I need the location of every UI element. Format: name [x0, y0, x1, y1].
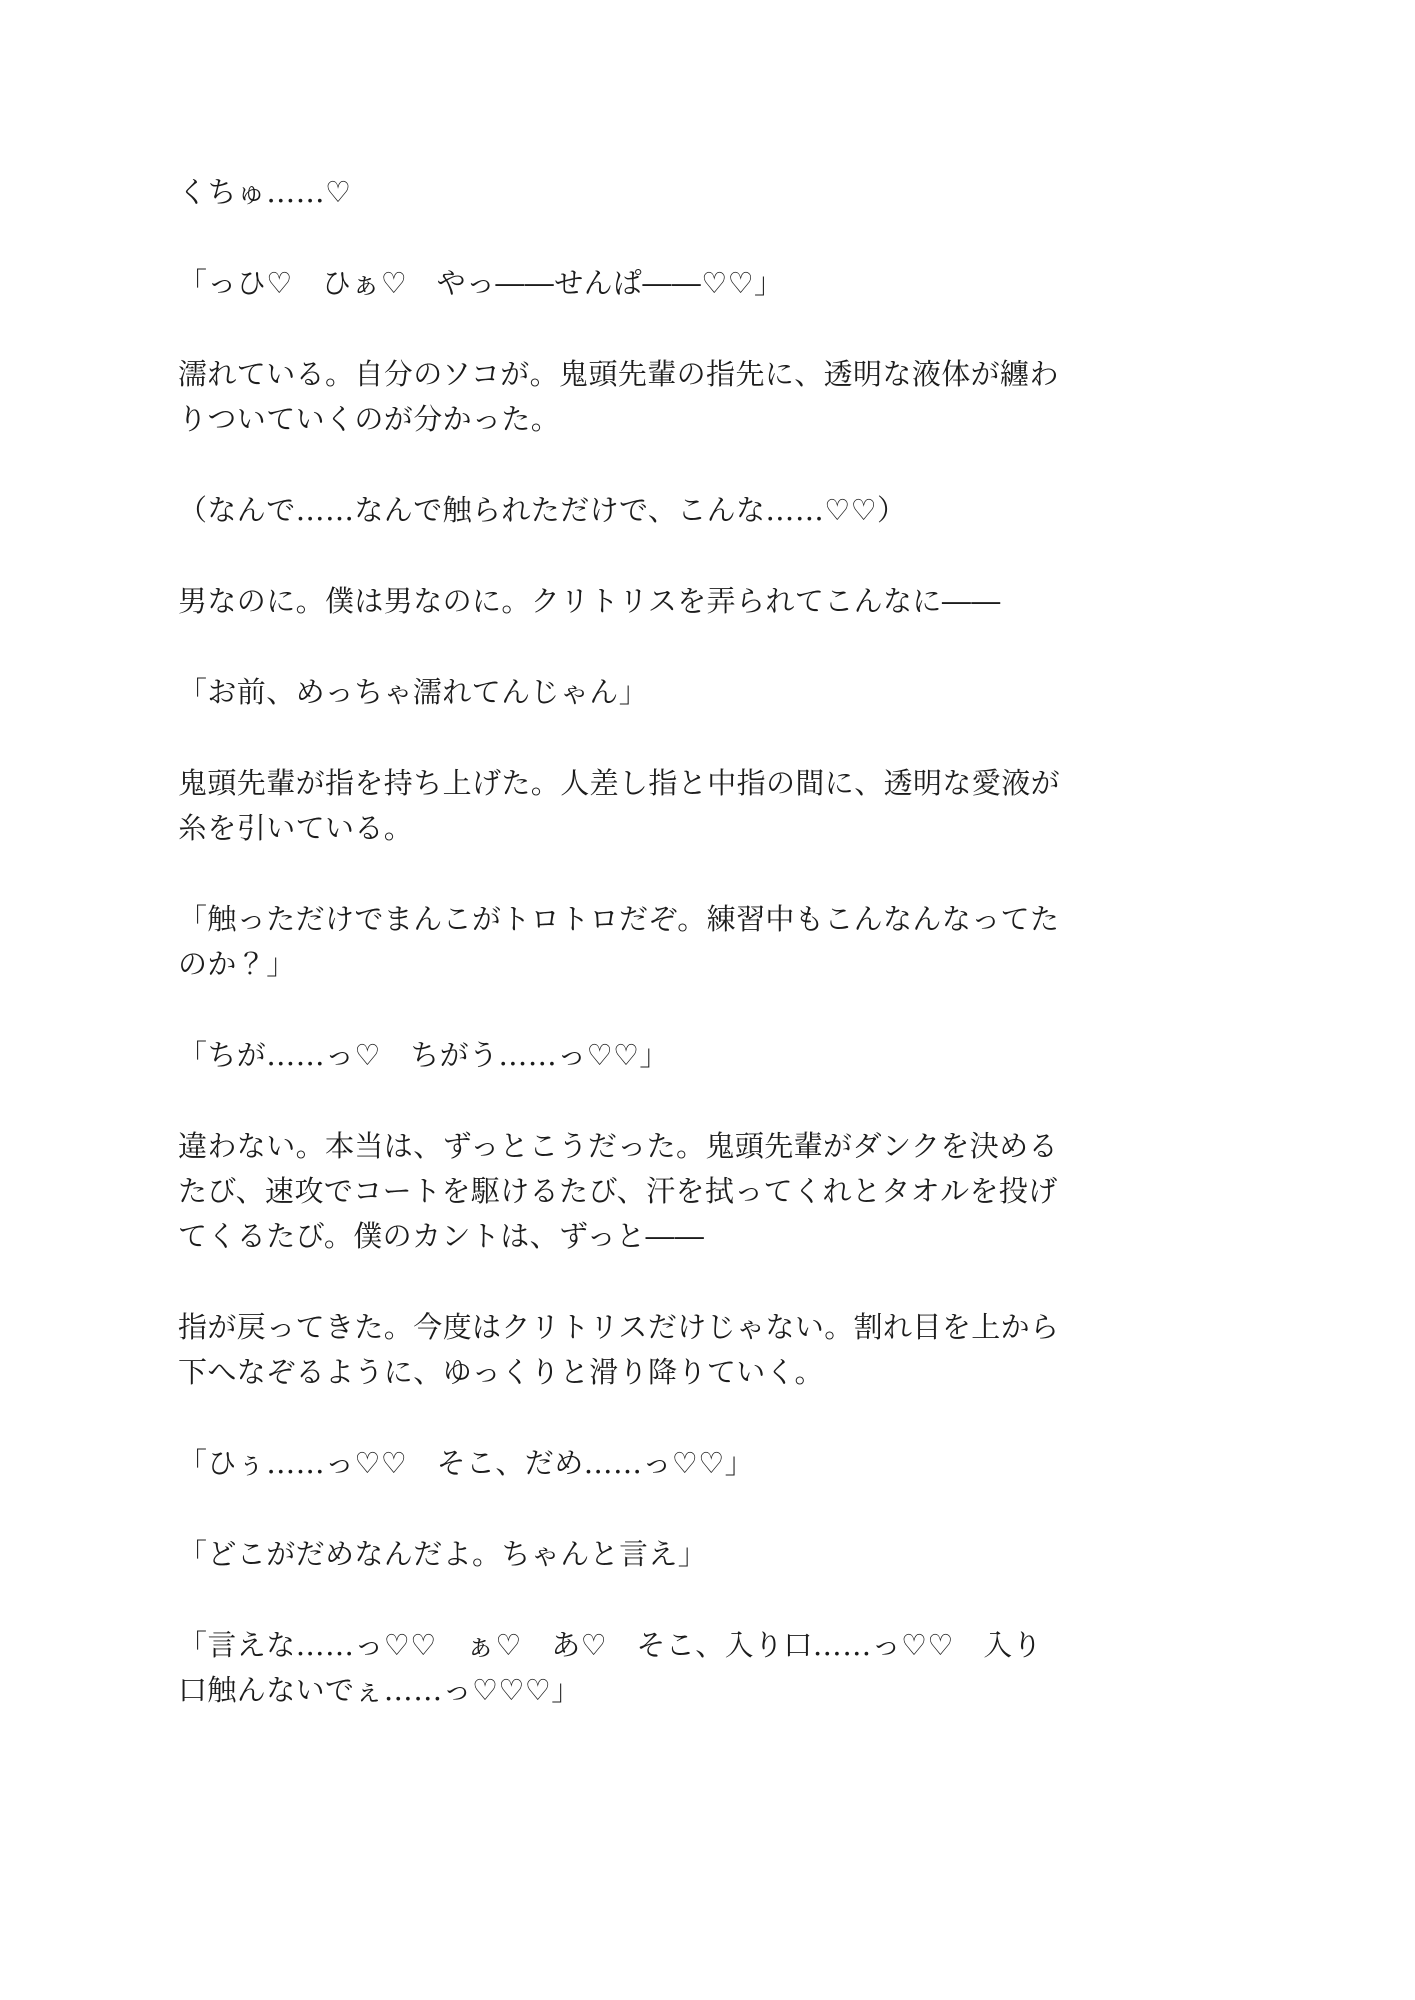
- story-paragraph: [178, 1033, 1135, 1078]
- story-text: [178, 170, 1135, 1713]
- text-line: 男なのに。僕は男なのに。クリトリスを弄られてこんなに――: [178, 584, 1001, 618]
- story-paragraph: [178, 170, 1135, 215]
- story-paragraph: [178, 897, 1135, 987]
- story-paragraph: [178, 579, 1135, 624]
- text-line: くちゅ……♡: [178, 175, 352, 209]
- story-paragraph: [178, 488, 1135, 533]
- text-line: 口触んないでぇ……っ♡♡♡」: [178, 1673, 581, 1707]
- text-line: てくるたび。僕のカントは、ずっと――: [178, 1219, 705, 1253]
- text-line: 濡れている。自分のソコが。鬼頭先輩の指先に、透明な液体が纏わ: [178, 357, 1059, 391]
- text-line: 指が戻ってきた。今度はクリトリスだけじゃない。割れ目を上から: [178, 1310, 1060, 1344]
- story-paragraph: [178, 1441, 1135, 1486]
- story-paragraph: [178, 670, 1135, 715]
- story-paragraph: [178, 761, 1135, 851]
- text-line: 「ひぅ……っ♡♡ そこ、だめ……っ♡♡」: [178, 1446, 754, 1480]
- text-line: 「っひ♡ ひぁ♡ やっ――せんぱ――♡♡」: [178, 266, 784, 300]
- story-paragraph: [178, 261, 1135, 306]
- text-line: 「ちが……っ♡ ちがう……っ♡♡」: [178, 1038, 669, 1072]
- text-line: 「お前、めっちゃ濡れてんじゃん」: [178, 675, 649, 709]
- text-line: 糸を引いている。: [178, 811, 414, 845]
- text-line: 「どこがだめなんだよ。ちゃんと言え」: [178, 1537, 708, 1571]
- text-line: たび、速攻でコートを駆けるたび、汗を拭ってくれとタオルを投げ: [178, 1174, 1058, 1208]
- text-line: 「言えな……っ♡♡ ぁ♡ あ♡ そこ、入り口……っ♡♡ 入り: [178, 1628, 1042, 1662]
- text-line: のか？」: [178, 947, 296, 981]
- text-line: 鬼頭先輩が指を持ち上げた。人差し指と中指の間に、透明な愛液が: [178, 766, 1061, 800]
- text-line: りついていくのが分かった。: [178, 402, 561, 436]
- story-paragraph: [178, 1124, 1135, 1259]
- text-line: 下へなぞるように、ゆっくりと滑り降りていく。: [178, 1355, 824, 1389]
- text-line: 「触っただけでまんこがトロトロだぞ。練習中もこんなんなってた: [178, 902, 1060, 936]
- story-paragraph: [178, 352, 1135, 442]
- story-paragraph: [178, 1305, 1135, 1395]
- text-line: 違わない。本当は、ずっとこうだった。鬼頭先輩がダンクを決める: [178, 1129, 1058, 1163]
- text-line: （なんで……なんで触られただけで、こんな……♡♡）: [178, 493, 907, 527]
- story-paragraph: [178, 1623, 1135, 1713]
- story-paragraph: [178, 1532, 1135, 1577]
